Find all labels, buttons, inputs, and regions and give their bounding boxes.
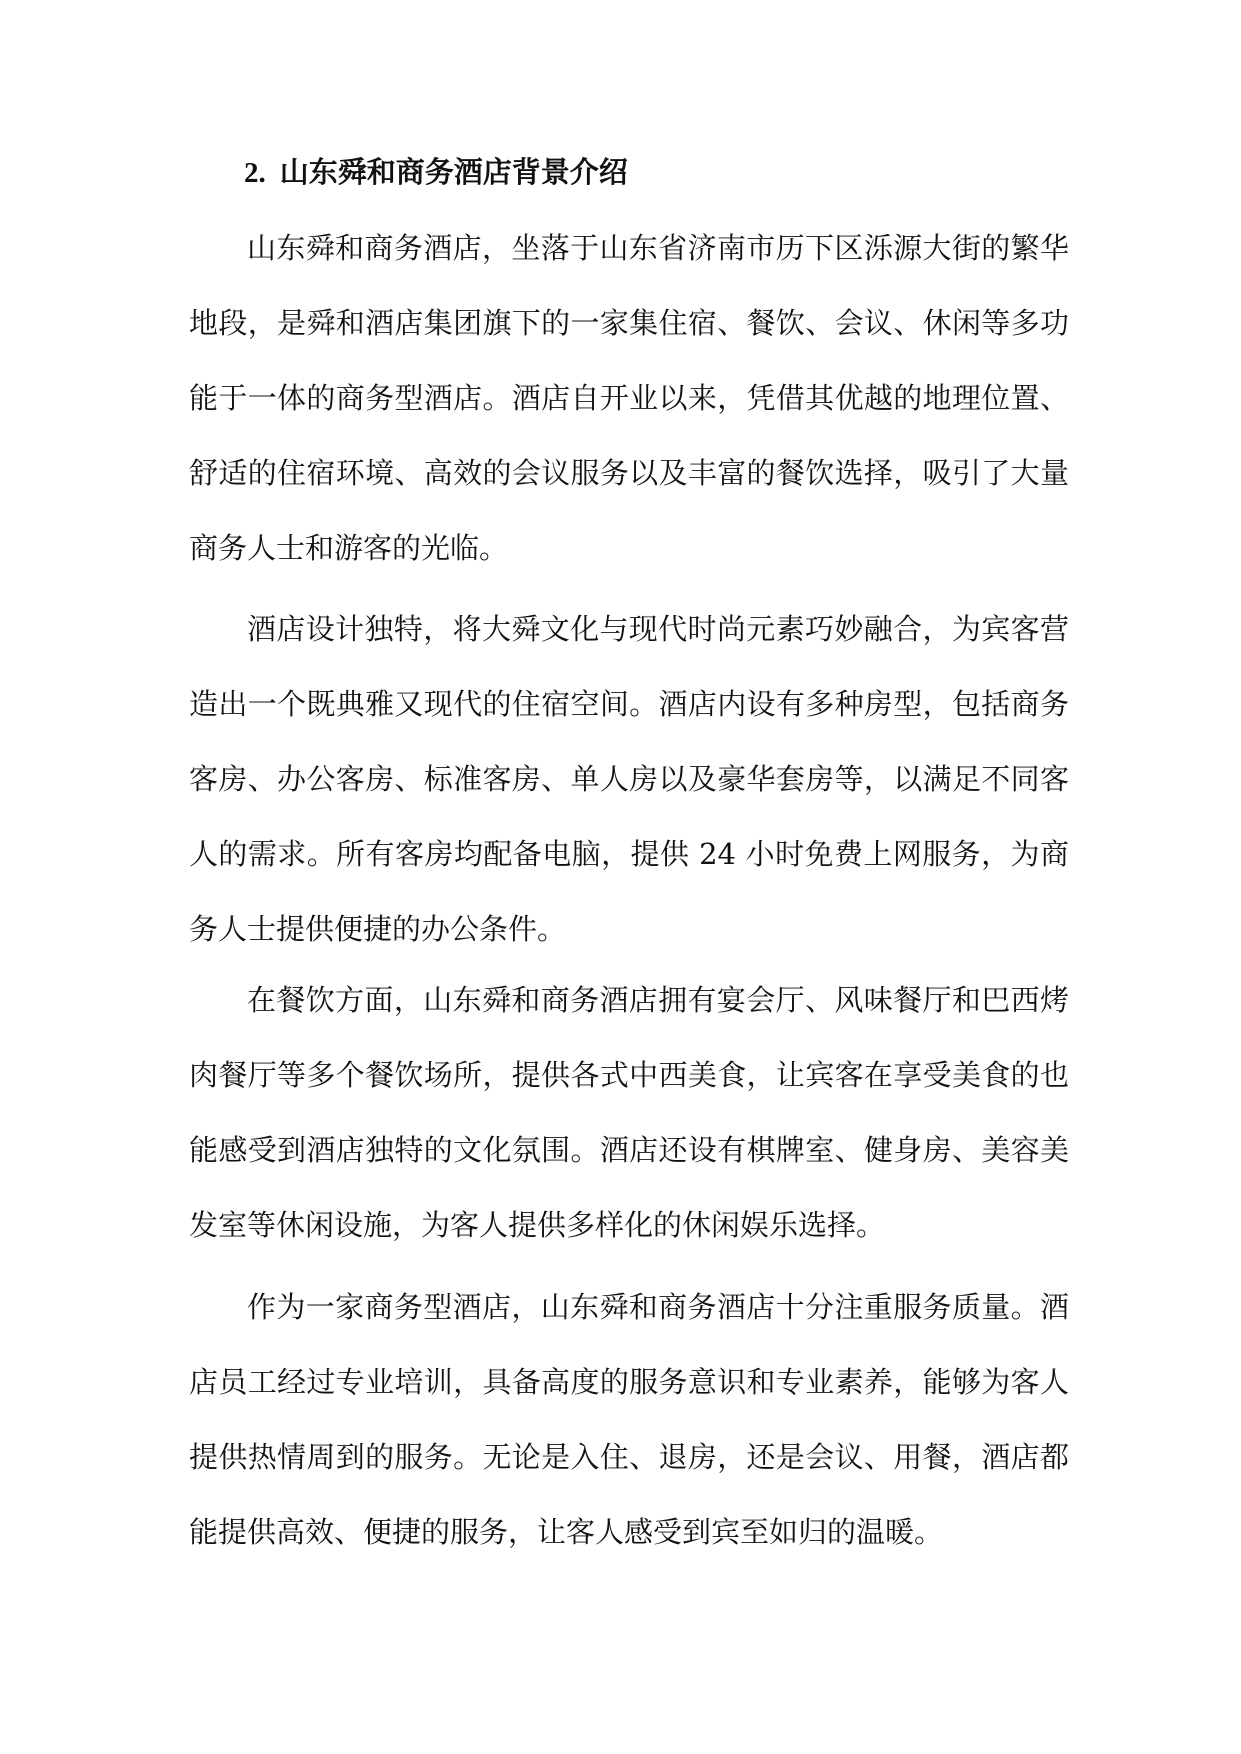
paragraph-location-overview: 山东舜和商务酒店，坐落于山东省济南市历下区泺源大街的繁华地段，是舜和酒店集团旗下的一家集住宿、餐饮、会议、休闲等多功能于一体的商务型酒店。酒店自开业以来，凭借其优越的地理位置、舒适的住宿环境、高效的会议服务以及丰富的餐饮选择，吸引了大量商务人士和游客的光临。 <box>189 231 1069 565</box>
section-title: 山东舜和商务酒店背景介绍 <box>279 155 628 189</box>
paragraph-service-quality: 作为一家商务型酒店，山东舜和商务酒店十分注重服务质量。酒店员工经过专业培训，具备高度的服务意识和专业素养，能够为客人提供热情周到的服务。无论是入住、退房，还是会议、用餐，酒店都能提供高效、便捷的服务，让客人感受到宾至如归的温暖。 <box>189 1290 1069 1549</box>
paragraph-dining-leisure: 在餐饮方面，山东舜和商务酒店拥有宴会厅、风味餐厅和巴西烤肉餐厅等多个餐饮场所，提供各式中西美食，让宾客在享受美食的也能感受到酒店独特的文化氛围。酒店还设有棋牌室、健身房、美容美发室等休闲设施，为客人提供多样化的休闲娱乐选择。 <box>189 983 1069 1242</box>
section-heading <box>244 148 628 197</box>
section-number: 2. <box>244 157 266 189</box>
paragraph-design-rooms: 酒店设计独特，将大舜文化与现代时尚元素巧妙融合，为宾客营造出一个既典雅又现代的住宿空间。酒店内设有多种房型，包括商务客房、办公客房、标准客房、单人房以及豪华套房等，以满足不同客人的需求。所有客房均配备电脑，提供 24 小时免费上网服务，为商务人士提供便捷的办公条件。 <box>189 612 1069 946</box>
